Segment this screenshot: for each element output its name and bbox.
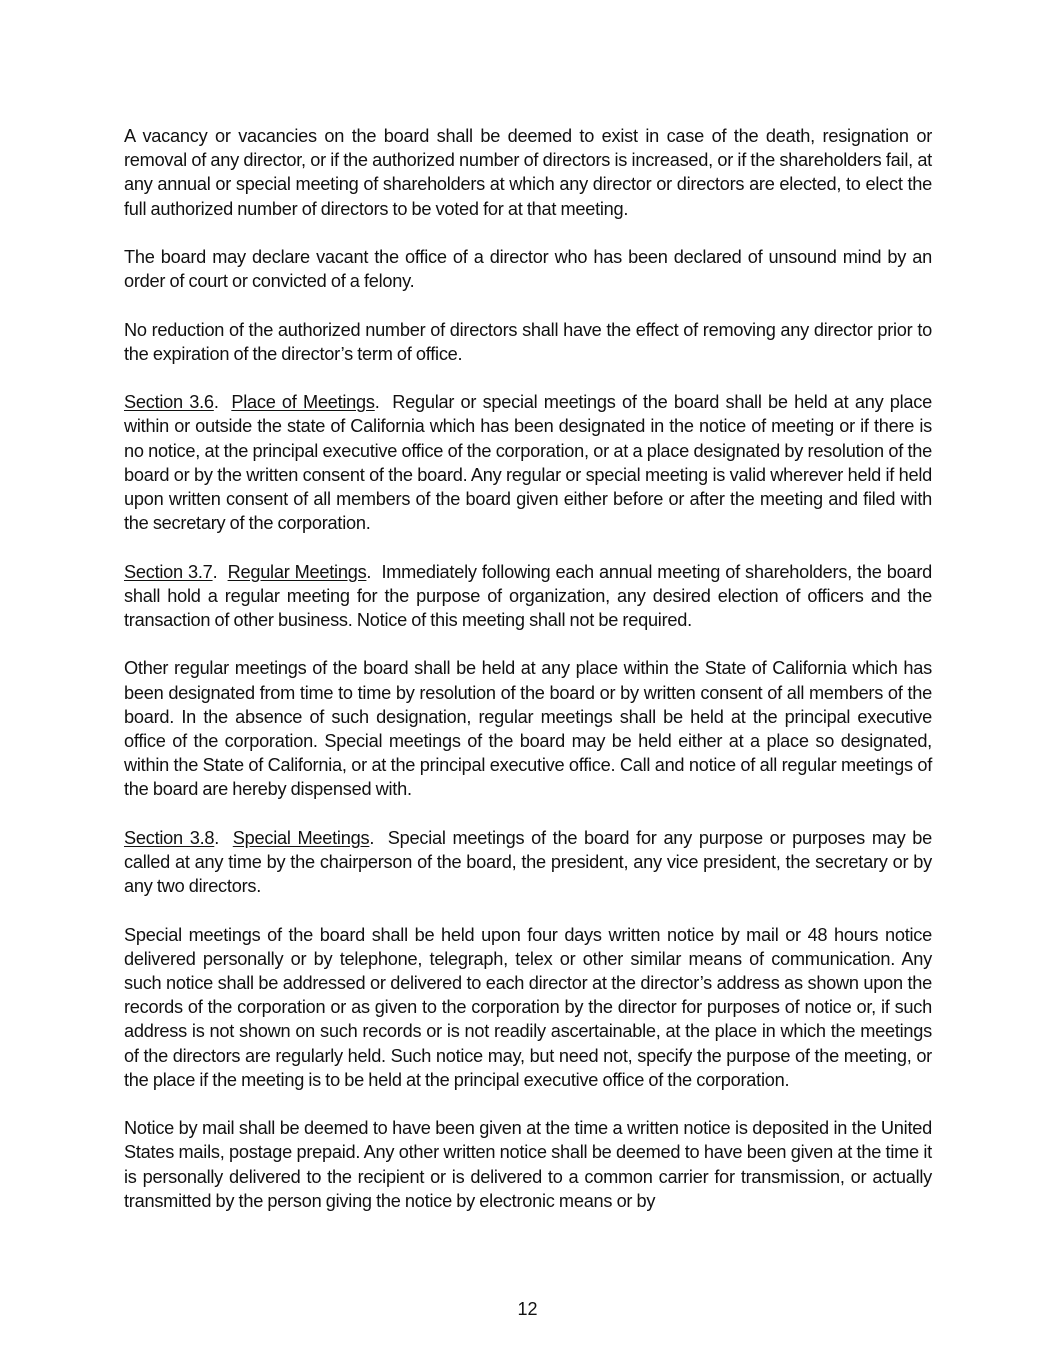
section-number: Section 3.6	[124, 392, 214, 413]
section-3-8-paragraph: Section 3.8. Special Meetings. Special meetings of the board for any purpose or purposes may be called at any time by the chairperson of the board, the president, any vice president, the secretary or by any two directors.	[124, 827, 932, 897]
document-body	[124, 124, 932, 1237]
section-number: Section 3.7	[124, 561, 213, 582]
section-heading: Special Meetings	[232, 827, 370, 848]
section-heading: Place of Meetings	[231, 392, 375, 413]
section-text: Regular or special meetings of the board shall be held at any place within or outside the state of California which has been designated in the notice of meeting or if there is no notice, at the principal executive office of the corporation, or at a place designated by resolution of the board or by the written consent of the board. Any regular or special meeting is valid wherever held if held upon written consent of all members of the board given either before or after the meeting and filed with the secretary of the corporation.	[124, 392, 932, 534]
paragraph-special-meeting-notice: Special meetings of the board shall be held upon four days written notice by mail or 48 hours notice delivered personally or by telephone, telegraph, telex or other similar means of communication. Any such notice shall be addressed or delivered to each director at the director’s address as shown upon the records of the corporation or as given to the corporation by the director for purposes of notice or, if such address is not shown on such records or is not readily ascertainable, at the place in which the meetings of the directors are regularly held. Such notice may, but need not, specify the purpose of the meeting, or the place if the meeting is to be held at the principal executive office of the corporation.	[124, 924, 932, 1090]
section-text: Special meetings of the board for any purpose or purposes may be called at any time by the chairperson of the board, the president, any vice president, the secretary or by any two directors.	[124, 827, 932, 897]
section-text: Immediately following each annual meeting of shareholders, the board shall hold a regular meeting for the purpose of organization, any desired election of officers and the transaction of other business. Notice of this meeting shall not be required.	[124, 561, 932, 630]
paragraph-vacancies: A vacancy or vacancies on the board shall be deemed to exist in case of the death, resignation or removal of any director, or if the authorized number of directors is increased, or if the shareholders fail, at any annual or special meeting of shareholders at which any director or directors are elected, to elect the full authorized number of directors to be voted for at that meeting.	[124, 126, 932, 219]
section-number: Section 3.8	[124, 827, 215, 848]
paragraph-other-regular-meetings: Other regular meetings of the board shall be held at any place within the State of California which has been designated from time to time by resolution of the board or by written consent of all members of the board. In the absence of such designation, regular meetings shall be held at the principal executive office of the corporation. Special meetings of the board may be held either at a place so designated, within the State of California, or at the principal executive office. Call and notice of all regular meetings of the board are hereby dispensed with.	[124, 658, 932, 800]
paragraph-declare-vacant: The board may declare vacant the office of a director who has been declared of unsound mind by an order of court or convicted of a felony.	[124, 247, 932, 292]
section-3-6-paragraph: Section 3.6. Place of Meetings. Regular or special meetings of the board shall be held at any place within or outside the state of California which has been designated in the notice of meeting or if there is no notice, at the principal executive office of the corporation, or at a place designated by resolution of the board or by the written consent of the board. Any regular or special meeting is valid wherever held if held upon written consent of all members of the board given either before or after the meeting and filed with the secretary of the corporation.	[124, 392, 932, 534]
paragraph-no-reduction: No reduction of the authorized number of directors shall have the effect of removing any director prior to the expiration of the director’s term of office.	[124, 319, 932, 364]
page-number: 12	[517, 1299, 538, 1319]
paragraph-notice-by-mail: Notice by mail shall be deemed to have been given at the time a written notice is deposited in the United States mails, postage prepaid. Any other written notice shall be deemed to have been given at the time it is personally delivered to the recipient or is delivered to a common carrier for transmission, or actually transmitted by the person giving the notice by electronic means or by	[124, 1118, 932, 1211]
section-3-7-paragraph: Section 3.7. Regular Meetings. Immediately following each annual meeting of shareholders, the board shall hold a regular meeting for the purpose of organization, any desired election of officers and the transaction of other business. Notice of this meeting shall not be required.	[124, 561, 932, 630]
section-heading: Regular Meetings	[227, 561, 367, 582]
